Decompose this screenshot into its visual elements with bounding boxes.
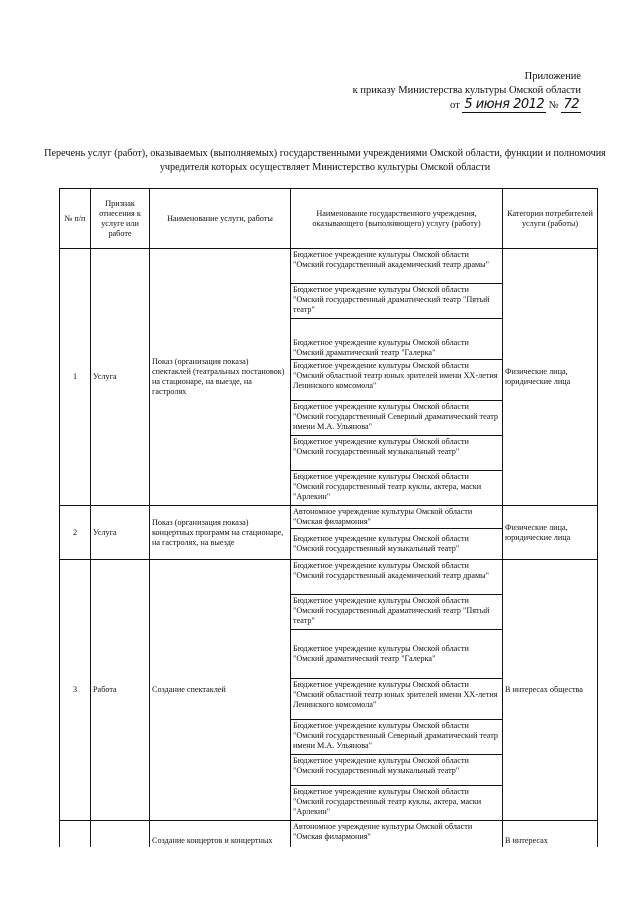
row-category: Физические лица, юридические лица [503, 506, 598, 560]
number-label: № [548, 100, 559, 111]
row-institution: Автономное учреждение культуры Омской области "Омская филармония" [291, 821, 503, 848]
row-service-name: Создание концертов и концертных [150, 821, 291, 848]
row-institution: Бюджетное учреждение культуры Омской области "Омский областной театр юных зрителей имени XX-летия Ленинского комсомола" [291, 360, 503, 401]
appendix-label: Приложение [524, 71, 581, 82]
row-number [60, 821, 91, 848]
header-service-name: Наименование услуги, работы [150, 189, 291, 249]
header-number: № п/п [60, 189, 91, 249]
row-number: 1 [60, 249, 91, 506]
table-row [60, 821, 598, 848]
table-row [60, 249, 598, 284]
header-institution: Наименование государственного учреждения, оказывающего (выполняющего) услугу (работу) [291, 189, 503, 249]
header-type: Признак отнесения к услуге или работе [91, 189, 150, 249]
row-type: Услуга [91, 249, 150, 506]
row-institution: Бюджетное учреждение культуры Омской области "Омский государственный Северный драматический театр имени М.А. Ульянова" [291, 401, 503, 436]
row-institution: Бюджетное учреждение культуры Омской области "Омский государственный музыкальный театр" [291, 436, 503, 471]
table-row [60, 506, 598, 529]
order-number: 72 [563, 97, 579, 112]
order-date-line [450, 98, 581, 113]
row-institution: Бюджетное учреждение культуры Омской области "Омский драматический театр "Галерка" [291, 319, 503, 360]
row-institution: Бюджетное учреждение культуры Омской области "Омский драматический театр "Галерка" [291, 630, 503, 679]
row-institution: Бюджетное учреждение культуры Омской области "Омский государственный театр куклы, актера, маски "Арлекин" [291, 471, 503, 506]
row-institution: Бюджетное учреждение культуры Омской области "Омский государственный музыкальный театр" [291, 529, 503, 560]
row-number: 2 [60, 506, 91, 560]
row-category: В интересах общества [503, 560, 598, 821]
row-service-name: Показ (организация показа) концертных программ на стационаре, на гастролях, на выезде [150, 506, 291, 560]
document-title: Перечень услуг (работ), оказываемых (выполняемых) государственными учреждениями Омской области, функции и полномочия учредителя которых осуществляет Министерство культуры Омской области [44, 148, 606, 173]
from-label: от [450, 100, 460, 111]
row-institution: Бюджетное учреждение культуры Омской области "Омский государственный академический театр драмы" [291, 249, 503, 284]
row-institution: Бюджетное учреждение культуры Омской области "Омский государственный драматический театр "Пятый театр" [291, 595, 503, 630]
row-institution: Бюджетное учреждение культуры Омской области "Омский государственный драматический театр "Пятый театр" [291, 284, 503, 319]
row-service-name: Показ (организация показа) спектаклей (театральных постановок) на стационаре, на выезде, на гастролях [150, 249, 291, 506]
row-institution: Бюджетное учреждение культуры Омской области "Омский государственный Северный драматический театр имени М.А. Ульянова" [291, 720, 503, 755]
row-institution: Бюджетное учреждение культуры Омской области "Омский государственный музыкальный театр" [291, 755, 503, 786]
row-institution: Бюджетное учреждение культуры Омской области "Омский государственный театр куклы, актера, маски "Арлекин" [291, 786, 503, 821]
row-institution: Автономное учреждение культуры Омской области "Омская филармония" [291, 506, 503, 529]
row-institution: Бюджетное учреждение культуры Омской области "Омский государственный академический театр драмы" [291, 560, 503, 595]
row-category: Физические лица, юридические лица [503, 249, 598, 506]
table-row [60, 560, 598, 595]
services-table [59, 188, 598, 847]
header-category: Категории потребителей услуги (работы) [503, 189, 598, 249]
order-date: 5 июня 2012 [464, 97, 545, 112]
row-type: Работа [91, 560, 150, 821]
table-header-row [60, 189, 598, 249]
row-number: 3 [60, 560, 91, 821]
row-type [91, 821, 150, 848]
row-service-name: Создание спектаклей [150, 560, 291, 821]
row-type: Услуга [91, 506, 150, 560]
row-category: В интересах [503, 821, 598, 848]
order-reference: к приказу Министерства культуры Омской области [352, 85, 581, 96]
row-institution: Бюджетное учреждение культуры Омской области "Омский областной театр юных зрителей имени XX-летия Ленинского комсомола" [291, 679, 503, 720]
